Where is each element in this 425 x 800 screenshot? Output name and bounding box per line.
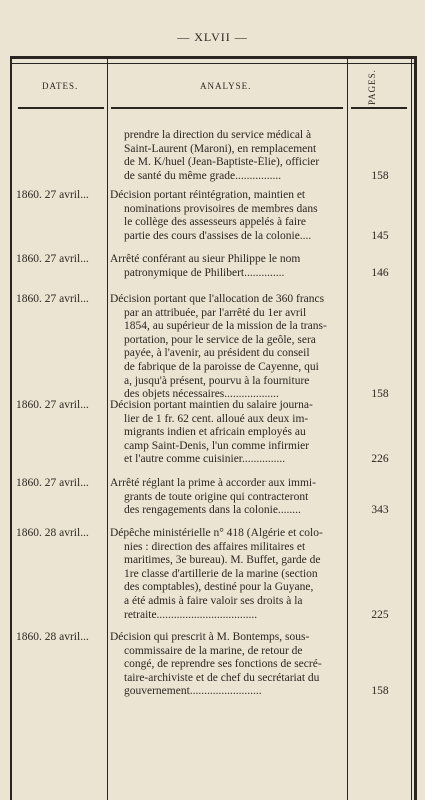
analysis-line: gouvernement......................... xyxy=(124,685,262,698)
analysis-line: 1re classe d'artillerie de la marine (section xyxy=(124,567,318,580)
header-rule-dates xyxy=(18,107,104,109)
column-header-dates: DATES. xyxy=(42,81,79,91)
analysis-line: nies : direction des affaires militaires et xyxy=(124,540,306,553)
analysis-line: par an attribuée, par l'arrêté du 1er avril xyxy=(124,306,307,319)
analysis-line: et l'autre comme cuisinier............... xyxy=(124,453,286,466)
analysis-line: des rengagements dans la colonie........ xyxy=(124,504,301,517)
entry-date: 1860. 27 avril... xyxy=(16,293,89,305)
entry-date: 1860. 28 avril... xyxy=(16,631,89,643)
analysis-line: maritimes, 3e bureau). M. Buffet, garde de xyxy=(124,554,321,567)
column-header-analyse: ANALYSE. xyxy=(200,81,252,91)
analysis-line: de M. K/huel (Jean-Baptiste-Élie), officier xyxy=(124,156,320,169)
analysis-line: migrants indien et africain employés au xyxy=(124,426,306,439)
entry-page-number: 158 xyxy=(371,388,389,401)
header-rule-pages xyxy=(351,107,407,109)
entry-analysis xyxy=(110,477,344,518)
analysis-line: portation, pour le service de la geôle, sera xyxy=(124,333,316,346)
column-divider-dates xyxy=(107,59,108,800)
analysis-line: payée, à l'avenir, au président du conseil xyxy=(124,347,310,360)
analysis-line: grants de toute origine qui contracteront xyxy=(124,490,309,503)
entry-date: 1860. 27 avril... xyxy=(16,189,89,201)
analysis-line: retraite................................... xyxy=(124,608,258,621)
entry-page-number: 158 xyxy=(371,169,389,182)
analysis-line: Décision qui prescrit à M. Bontemps, sous- xyxy=(110,631,310,643)
entry-page-number: 158 xyxy=(371,685,389,698)
analysis-line: des comptables), destiné pour la Guyane, xyxy=(124,581,314,594)
analysis-line: Dépêche ministérielle n° 418 (Algérie et colo- xyxy=(110,527,323,539)
analysis-line: Arrêté réglant la prime à accorder aux immi- xyxy=(110,477,316,489)
analysis-line: a été admis à faire valoir ses droits à la xyxy=(124,594,303,607)
analysis-line: patronymique de Philibert.............. xyxy=(124,266,285,279)
entry-date: 1860. 27 avril... xyxy=(16,253,89,265)
analysis-line: Décision portant maintien du salaire journa- xyxy=(110,399,313,411)
table-frame xyxy=(10,56,417,800)
entry-page-number: 226 xyxy=(371,453,389,466)
analysis-line: 1854, au supérieur de la mission de la trans- xyxy=(124,320,327,333)
entry-date: 1860. 28 avril... xyxy=(16,527,89,539)
analysis-line: Arrêté conférant au sieur Philippe le nom xyxy=(110,253,301,265)
entry-analysis xyxy=(110,293,344,402)
analysis-line: partie des cours d'assises de la colonie.... xyxy=(124,229,312,242)
entry-page-number: 343 xyxy=(371,504,389,517)
analysis-line: Saint-Laurent (Maroni), en remplacement xyxy=(124,142,317,155)
analysis-line: commissaire de la marine, de retour de xyxy=(124,644,303,657)
analysis-line: congé, de reprendre ses fonctions de secré- xyxy=(124,658,322,671)
entry-page-number: 225 xyxy=(371,608,389,621)
entry-analysis xyxy=(110,129,344,183)
analysis-line: taire-archiviste et de chef du secrétariat du xyxy=(124,671,320,684)
analysis-line: des objets nécessaires................... xyxy=(124,388,279,401)
entry-analysis xyxy=(110,527,344,622)
analysis-line: Décision portant que l'allocation de 360 francs xyxy=(110,293,325,305)
analysis-line: camp Saint-Denis, l'un comme infirmier xyxy=(124,439,310,452)
right-border xyxy=(414,59,417,800)
analysis-line: lier de 1 fr. 62 cent. alloué aux deux im- xyxy=(124,412,309,425)
analysis-line: a, jusqu'à présent, pourvu à la fourniture xyxy=(124,374,310,387)
page-number-header: — XLVII — xyxy=(177,30,248,44)
header-rule-analyse xyxy=(111,107,343,109)
analysis-line: de fabrique de la paroisse de Cayenne, qui xyxy=(124,360,319,373)
entry-date: 1860. 27 avril... xyxy=(16,399,89,411)
entry-page-number: 146 xyxy=(371,266,389,279)
column-header-pages: PAGES. xyxy=(367,69,377,105)
analysis-line: le collège des assesseurs appelés à faire xyxy=(124,216,307,229)
analysis-line: de santé du même grade................ xyxy=(124,169,282,182)
entry-analysis xyxy=(110,399,344,467)
entry-analysis xyxy=(110,631,344,699)
entry-analysis xyxy=(110,189,344,243)
entry-analysis xyxy=(110,253,344,280)
entry-date: 1860. 27 avril... xyxy=(16,477,89,489)
analysis-line: prendre la direction du service médical à xyxy=(124,129,312,141)
top-rule xyxy=(12,63,417,64)
analysis-line: nominations provisoires de membres dans xyxy=(124,202,318,215)
column-divider-pages xyxy=(347,59,348,800)
entry-page-number: 145 xyxy=(371,229,389,242)
analysis-line: Décision portant réintégration, maintien et xyxy=(110,189,306,201)
right-inner-border xyxy=(411,59,412,800)
